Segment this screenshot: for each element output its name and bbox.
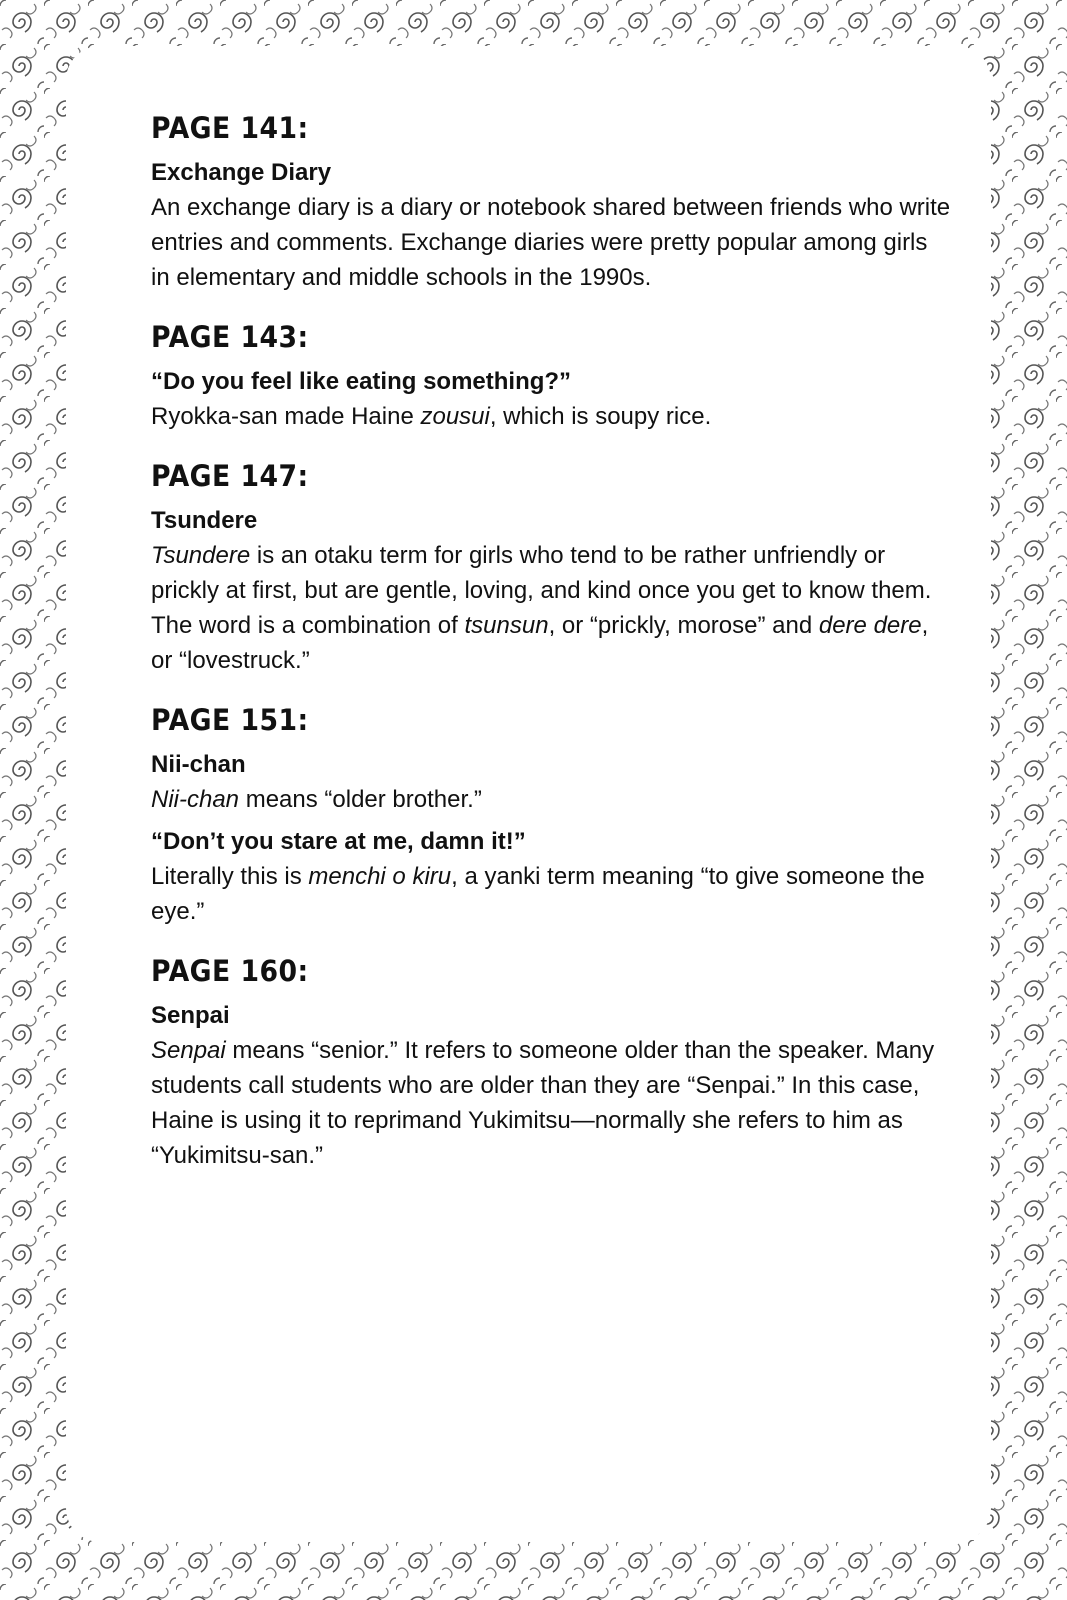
glossary-entry xyxy=(151,365,951,434)
term-heading: Tsundere xyxy=(151,507,258,534)
term-heading: “Do you feel like eating something?” xyxy=(151,368,572,395)
page-heading: PAGE 143: xyxy=(151,320,309,354)
term-heading: Senpai xyxy=(151,1002,230,1029)
glossary-entry xyxy=(151,748,951,817)
term-description: Senpai means “senior.” It refers to someone older than the speaker. Many students call students who are older than they are “Senpai.” In this case, Haine is using it to reprimand Yukimitsu—normally she refers to him as “Yukimitsu-san.” xyxy=(151,1037,935,1169)
section-page-160 xyxy=(151,951,951,1173)
term-description: Nii-chan means “older brother.” xyxy=(151,786,482,813)
term-heading: Nii-chan xyxy=(151,751,246,778)
glossary-content xyxy=(151,108,951,1195)
glossary-entry xyxy=(151,825,951,929)
term-description: Ryokka-san made Haine zousui, which is soupy rice. xyxy=(151,403,712,430)
term-description: Tsundere is an otaku term for girls who tend to be rather unfriendly or prickly at first, but are gentle, loving, and kind once you get to know them. The word is a combination of tsunsun, or “prickly, morose” and dere dere, or “lovestruck.” xyxy=(151,542,932,674)
glossary-entry xyxy=(151,504,951,678)
page-heading: PAGE 141: xyxy=(151,111,309,145)
section-page-143 xyxy=(151,317,951,434)
section-page-151 xyxy=(151,700,951,929)
page-heading: PAGE 160: xyxy=(151,954,309,988)
term-heading: Exchange Diary xyxy=(151,159,332,186)
glossary-entry xyxy=(151,156,951,295)
term-description: Literally this is menchi o kiru, a yanki term meaning “to give someone the eye.” xyxy=(151,863,925,925)
section-page-141 xyxy=(151,108,951,295)
section-page-147 xyxy=(151,456,951,678)
term-description: An exchange diary is a diary or notebook shared between friends who write entries and comments. Exchange diaries were pretty popular among girls in elementary and middle schools in the 1990s. xyxy=(151,194,951,291)
page-heading: PAGE 151: xyxy=(151,703,309,737)
glossary-entry xyxy=(151,999,951,1173)
page-heading: PAGE 147: xyxy=(151,459,309,493)
term-heading: “Don’t you stare at me, damn it!” xyxy=(151,828,526,855)
